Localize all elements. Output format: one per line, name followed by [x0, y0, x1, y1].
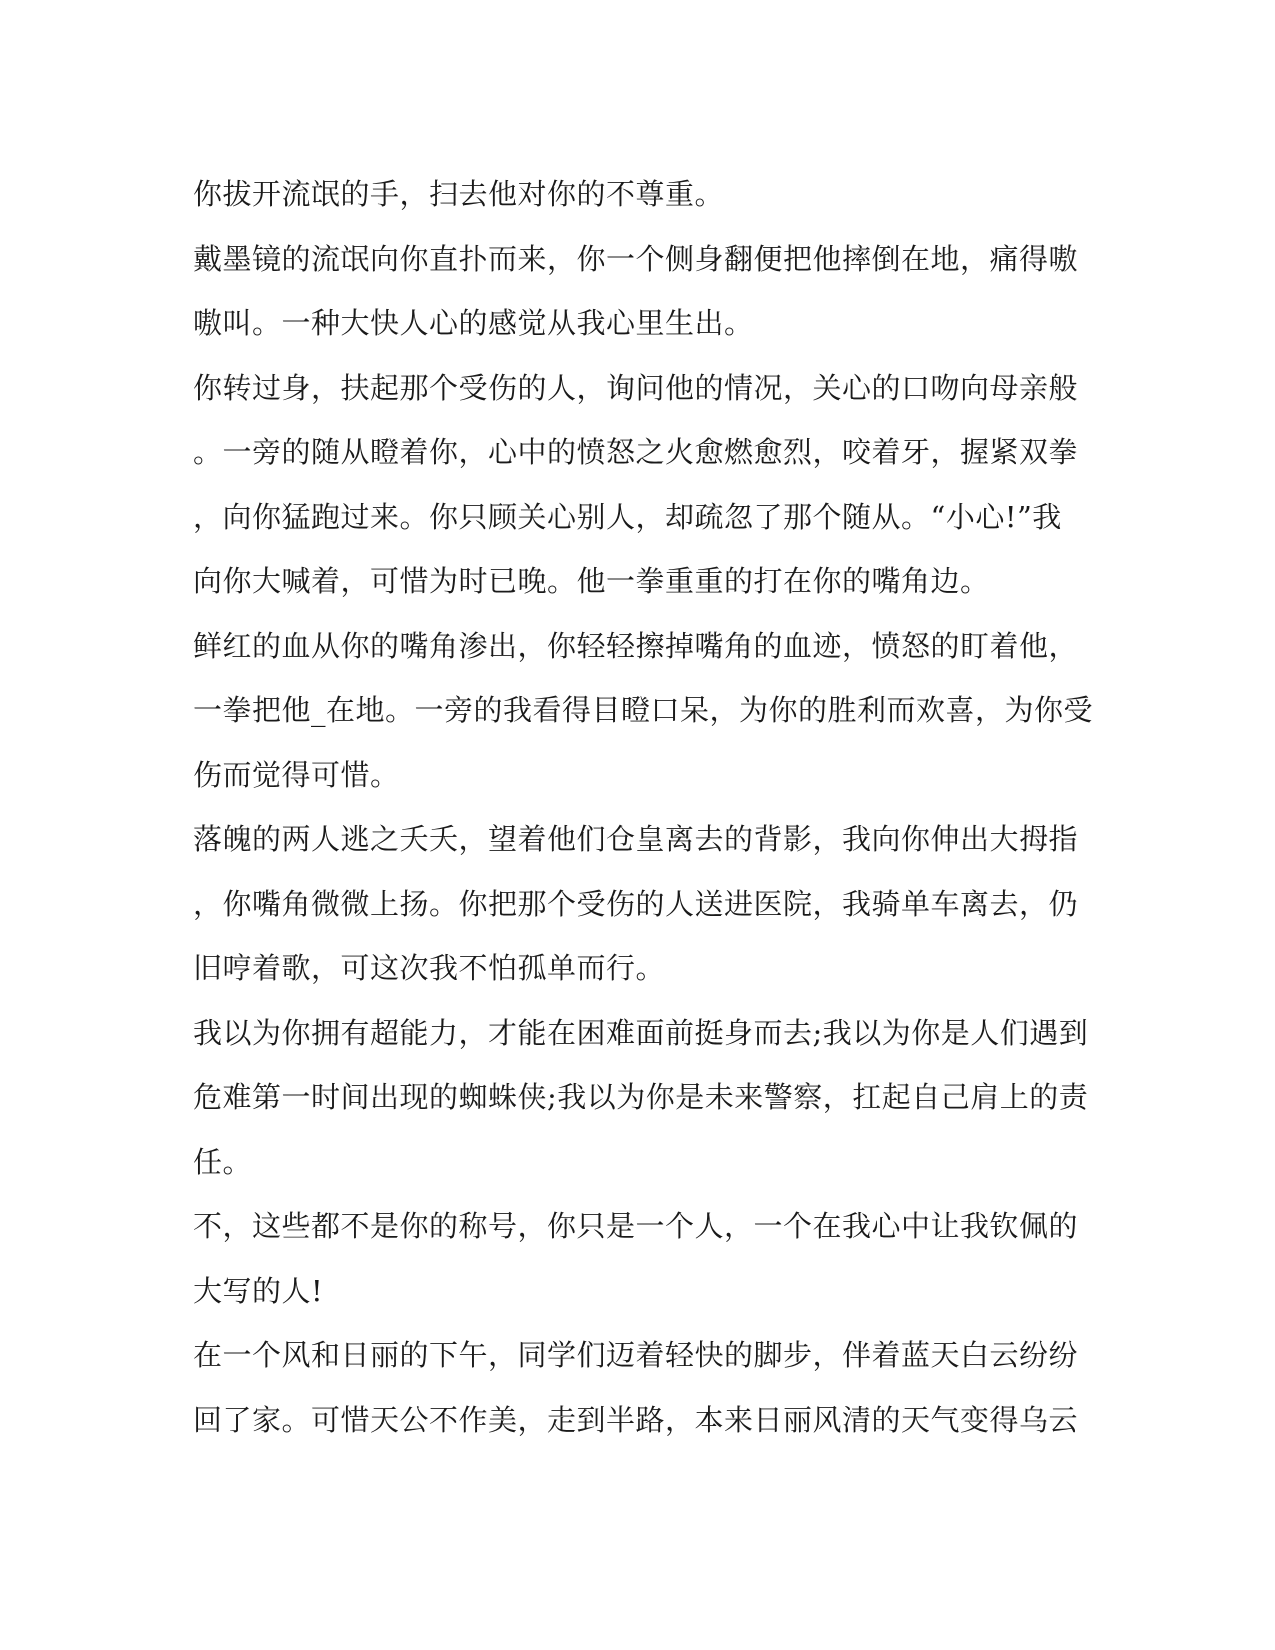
text-line: 任。	[193, 1144, 253, 1179]
text-line: 戴墨镜的流氓向你直扑而来，你一个侧身翻便把他摔倒在地，痛得嗷	[193, 241, 1079, 276]
text-line: 危难第一时间出现的蜘蛛侠;我以为你是未来警察，扛起自己肩上的责	[193, 1080, 1089, 1114]
text-line: ，你嘴角微微上扬。你把那个受伤的人送进医院，我骑单车离去，仍	[193, 886, 1079, 921]
text-line: 在一个风和日丽的下午，同学们迈着轻快的脚步，伴着蓝天白云纷纷	[193, 1338, 1079, 1372]
text-line: 不，这些都不是你的称号，你只是一个人，一个在我心中让我钦佩的	[193, 1209, 1079, 1243]
text-line: 鲜红的血从你的嘴角渗出，你轻轻擦掉嘴角的血迹，愤怒的盯着他，	[193, 628, 1079, 663]
text-line: 回了家。可惜天公不作美，走到半路，本来日丽风清的天气变得乌云	[193, 1402, 1079, 1437]
text-line: 一拳把他_在地。一旁的我看得目瞪口呆，为你的胜利而欢喜，为你受	[193, 693, 1094, 727]
text-line: 你转过身，扶起那个受伤的人，询问他的情况，关心的口吻向母亲般	[193, 370, 1079, 405]
text-line: 落魄的两人逃之夭夭，望着他们仓皇离去的背影，我向你伸出大拇指	[193, 822, 1079, 856]
text-line: 向你大喊着，可惜为时已晚。他一拳重重的打在你的嘴角边。	[193, 564, 990, 598]
text-line: 伤而觉得可惜。	[193, 757, 400, 792]
text-line: 你拔开流氓的手，扫去他对你的不尊重。	[193, 177, 725, 211]
text-line: 。一旁的随从瞪着你，心中的愤怒之火愈燃愈烈，咬着牙，握紧双拳	[193, 435, 1079, 469]
text-line: 我以为你拥有超能力，才能在困难面前挺身而去;我以为你是人们遇到	[193, 1015, 1089, 1050]
text-line: 嗷叫。一种大快人心的感觉从我心里生出。	[193, 306, 754, 340]
text-line: 大写的人!	[193, 1273, 324, 1308]
document-text	[193, 162, 1093, 1452]
text-line: ，向你猛跑过来。你只顾关心别人，却疏忽了那个随从。“小心!”我	[193, 499, 1062, 534]
text-line: 旧哼着歌，可这次我不怕孤单而行。	[193, 951, 666, 985]
